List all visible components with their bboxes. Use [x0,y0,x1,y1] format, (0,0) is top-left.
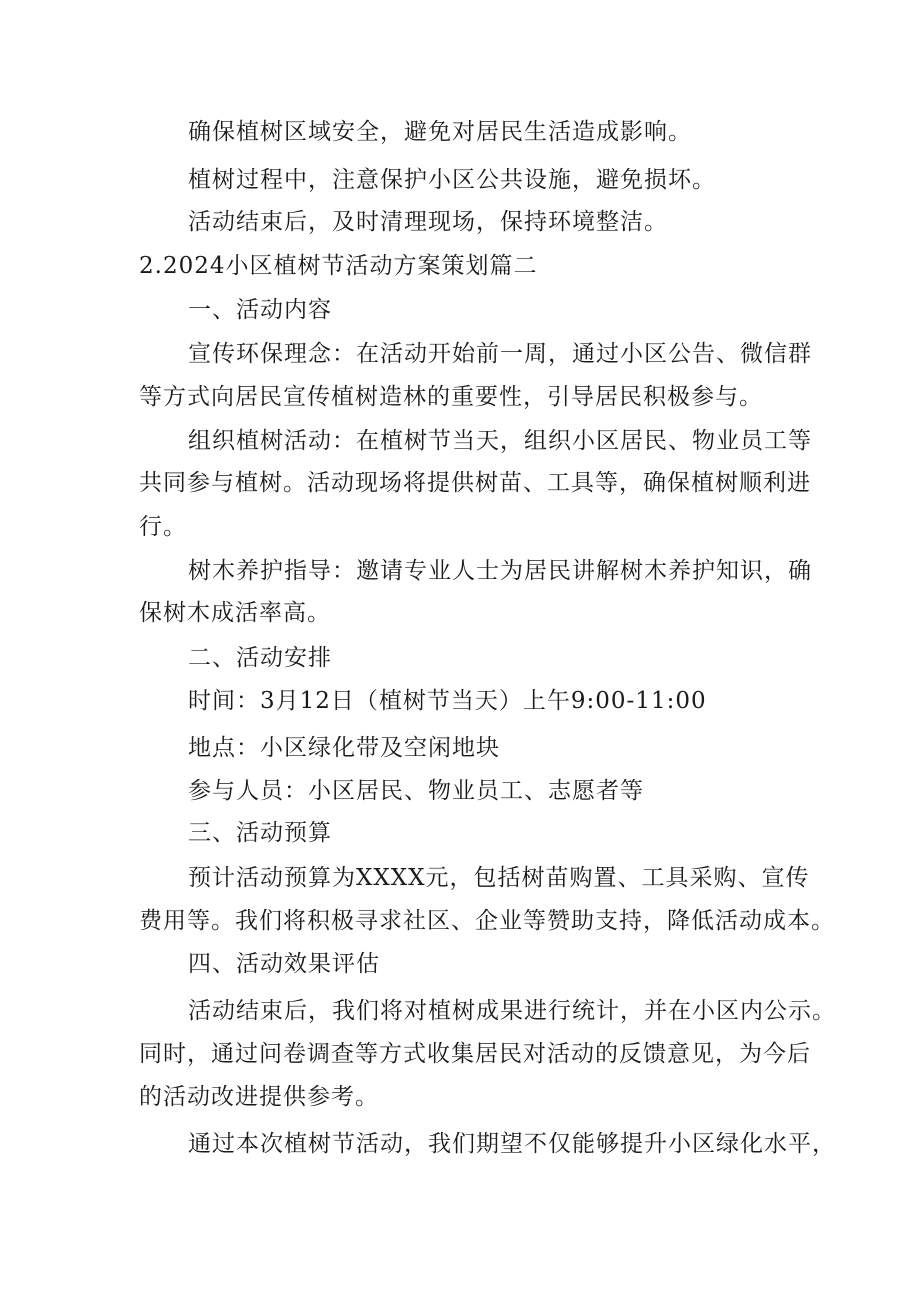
paragraph-line: 活动结束后，及时清理现场，保持环境整洁。 [188,209,668,235]
paragraph-line: 共同参与植树。活动现场将提供树苗、工具等，确保植树顺利进 [139,470,811,496]
paragraph-line: 行。 [139,514,187,540]
paragraph-line: 保树木成活率高。 [139,600,331,626]
subsection-heading: 三、活动预算 [188,820,332,846]
subsection-heading: 四、活动效果评估 [188,951,380,977]
paragraph-line: 时间：3月12日（植树节当天）上午9:00-11:00 [188,688,707,714]
paragraph-line: 等方式向居民宣传植树造林的重要性，引导居民积极参与。 [139,384,763,410]
paragraph-line: 费用等。我们将积极寻求社区、企业等赞助支持，降低活动成本。 [139,908,835,934]
subsection-heading: 二、活动安排 [188,645,332,671]
paragraph-line: 活动结束后，我们将对植树成果进行统计，并在小区内公示。 [188,998,836,1024]
subsection-heading: 一、活动内容 [188,297,332,323]
paragraph-line: 植树过程中，注意保护小区公共设施，避免损坏。 [188,167,716,193]
section-heading: 2.2024小区植树节活动方案策划篇二 [139,253,538,279]
paragraph-line: 组织植树活动：在植树节当天，组织小区居民、物业员工等 [188,428,812,454]
paragraph-line: 宣传环保理念：在活动开始前一周，通过小区公告、微信群 [188,341,812,367]
paragraph-line: 同时，通过问卷调查等方式收集居民对活动的反馈意见，为今后 [139,1041,811,1067]
paragraph-line: 地点：小区绿化带及空闲地块 [188,735,500,761]
paragraph-line: 预计活动预算为XXXX元，包括树苗购置、工具采购、宣传 [188,865,810,891]
paragraph-line: 的活动改进提供参考。 [139,1084,379,1110]
paragraph-line: 通过本次植树节活动，我们期望不仅能够提升小区绿化水平， [188,1131,836,1157]
paragraph-line: 确保植树区域安全，避免对居民生活造成影响。 [188,119,692,145]
paragraph-line: 树木养护指导：邀请专业人士为居民讲解树木养护知识，确 [188,558,812,584]
paragraph-line: 参与人员：小区居民、物业员工、志愿者等 [188,778,644,804]
